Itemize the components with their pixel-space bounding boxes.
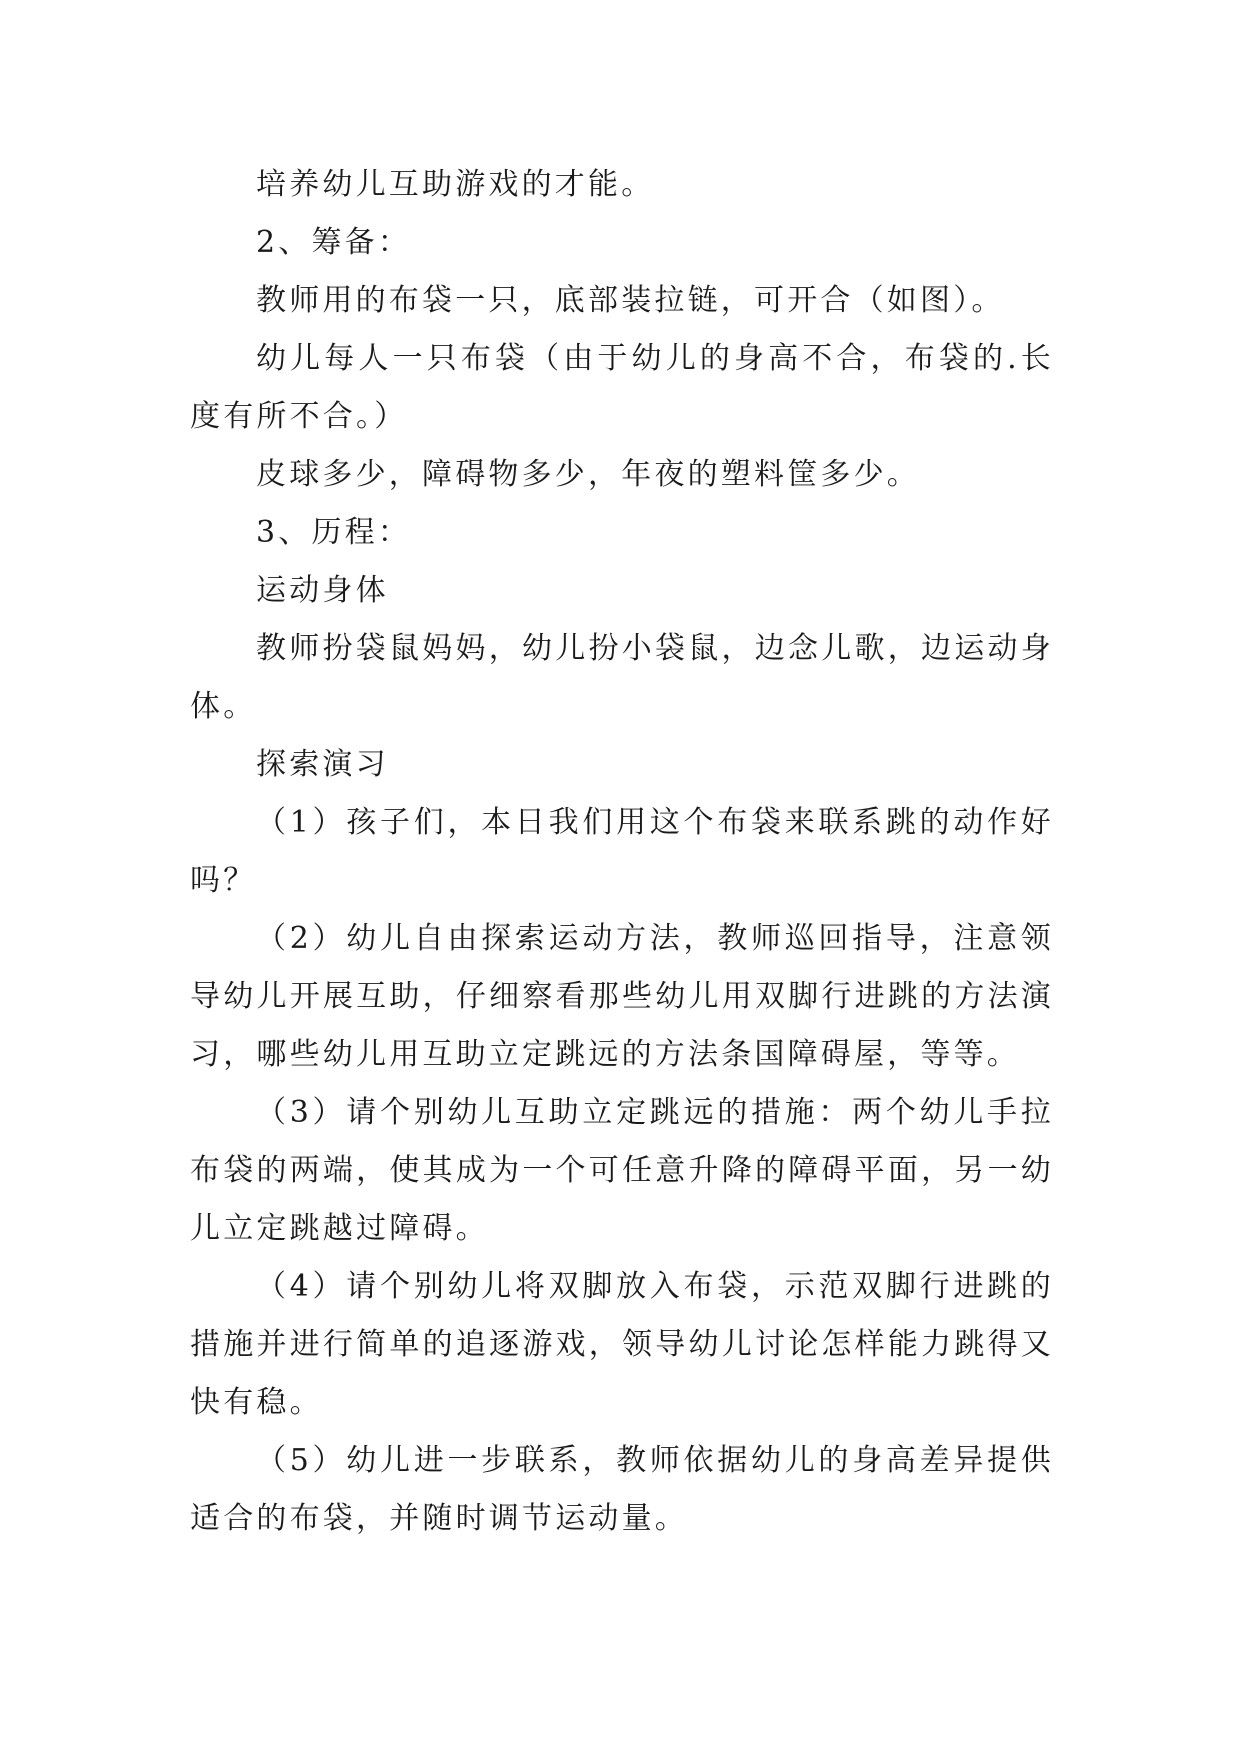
paragraph: （1）孩子们，本日我们用这个布袋来联系跳的动作好吗？: [190, 805, 1054, 898]
paragraph: （2）幼儿自由探索运动方法，教师巡回指导，注意领导幼儿开展互助，仔细察看那些幼儿用双脚行进跳的方法演习，哪些幼儿用互助立定跳远的方法条国障碍屋，等等。: [190, 921, 1054, 1072]
paragraph: 幼儿每人一只布袋（由于幼儿的身高不合，布袋的.长度有所不合。）: [190, 341, 1054, 434]
subheading: 运动身体: [256, 573, 389, 608]
paragraph: 培养幼儿互助游戏的才能。: [256, 167, 655, 202]
paragraph: （5）幼儿进一步联系，教师依据幼儿的身高差异提供适合的布袋，并随时调节运动量。: [190, 1443, 1054, 1536]
subheading: 探索演习: [256, 747, 389, 782]
section-heading: 3、历程：: [256, 515, 412, 550]
section-heading: 2、筹备：: [256, 225, 412, 260]
document-body: [190, 156, 1054, 1548]
paragraph: 教师扮袋鼠妈妈，幼儿扮小袋鼠，边念儿歌，边运动身体。: [190, 631, 1054, 724]
paragraph: 皮球多少，障碍物多少，年夜的塑料筐多少。: [256, 457, 920, 492]
paragraph: （3）请个别幼儿互助立定跳远的措施：两个幼儿手拉布袋的两端，使其成为一个可任意升降的障碍平面，另一幼儿立定跳越过障碍。: [190, 1095, 1054, 1246]
paragraph: 教师用的布袋一只，底部装拉链，可开合（如图）。: [256, 283, 1005, 318]
paragraph: （4）请个别幼儿将双脚放入布袋，示范双脚行进跳的措施并进行简单的追逐游戏，领导幼儿讨论怎样能力跳得又快有稳。: [190, 1269, 1054, 1420]
